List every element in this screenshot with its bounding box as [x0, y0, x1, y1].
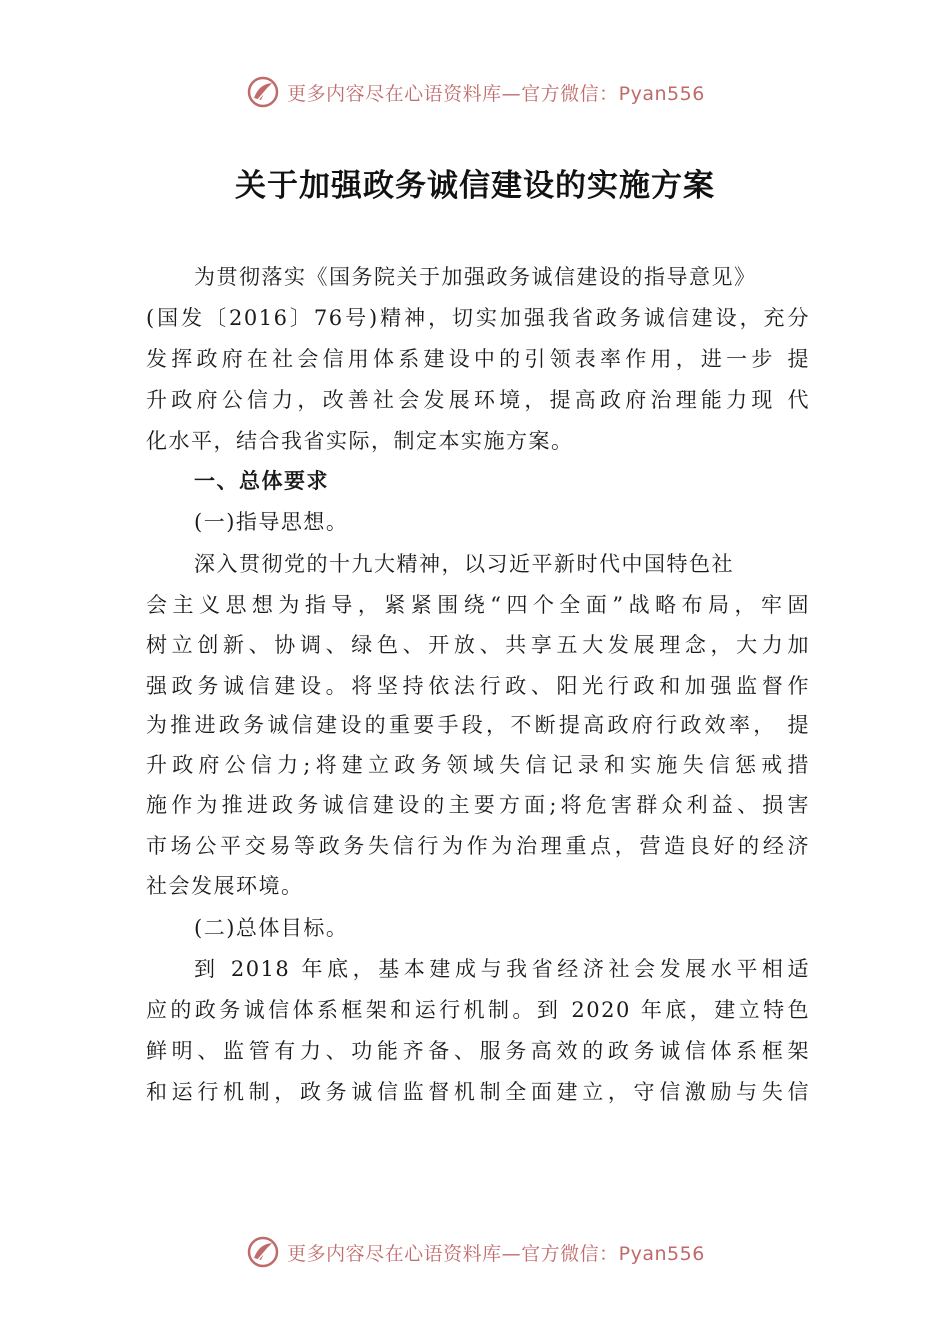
paragraph-line: 化水平，结合我省实际，制定本实施方案。 [146, 429, 574, 453]
document-title: 关于加强政务诚信建设的实施方案 [235, 168, 715, 204]
paragraph-line: 强政务诚信建设。将坚持依法行政、阳光行政和加强监督作 [146, 674, 810, 698]
paragraph-line: (国发〔2016〕76号)精神，切实加强我省政务诚信建设，充分 [146, 306, 810, 330]
paragraph-line: 社会发展环境。 [146, 874, 304, 898]
watermark-header [0, 72, 950, 112]
paragraph-line: 会主义思想为指导，紧紧围绕“四个全面”战略布局，牢固 [146, 593, 810, 617]
brush-logo-icon [245, 74, 281, 110]
paragraph-line: 和运行机制，政务诚信监督机制全面建立，守信激励与失信 [146, 1080, 810, 1104]
paragraph-line: 发挥政府在社会信用体系建设中的引领表率作用，进一步 提 [146, 347, 810, 371]
brush-logo-icon [245, 1234, 281, 1270]
watermark-text: 更多内容尽在心语资料库—官方微信：Pyan556 [287, 82, 705, 105]
paragraph-line: 市场公平交易等政务失信行为作为治理重点，营造良好的经济 [146, 834, 810, 858]
subsection-heading: (一)指导思想。 [194, 510, 349, 534]
paragraph-line: 升政府公信力;将建立政务领域失信记录和实施失信惩戒措 [146, 753, 810, 777]
section-heading: 一、总体要求 [194, 468, 329, 493]
paragraph-line: 鲜明、监管有力、功能齐备、服务高效的政务诚信体系框架 [146, 1039, 810, 1063]
paragraph-line: 施作为推进政务诚信建设的主要方面;将危害群众利益、损害 [146, 793, 810, 817]
paragraph-line: 到 2018 年底，基本建成与我省经济社会发展水平相适 [194, 957, 810, 981]
subsection-heading: (二)总体目标。 [194, 916, 349, 940]
paragraph-line: 树立创新、协调、绿色、开放、共享五大发展理念，大力加 [146, 633, 810, 657]
paragraph-line: 为贯彻落实《国务院关于加强政务诚信建设的指导意见》 [194, 265, 757, 289]
paragraph-line: 升政府公信力，改善社会发展环境，提高政府治理能力现 代 [146, 388, 810, 412]
paragraph-line: 应的政务诚信体系框架和运行机制。到 2020 年底，建立特色 [146, 998, 810, 1022]
watermark-footer [0, 1232, 950, 1272]
paragraph-line: 深入贯彻党的十九大精神，以习近平新时代中国特色社 [194, 552, 734, 576]
watermark-text: 更多内容尽在心语资料库—官方微信：Pyan556 [287, 1242, 705, 1265]
paragraph-line: 为推进政务诚信建设的重要手段，不断提高政府行政效率， 提 [146, 713, 810, 737]
